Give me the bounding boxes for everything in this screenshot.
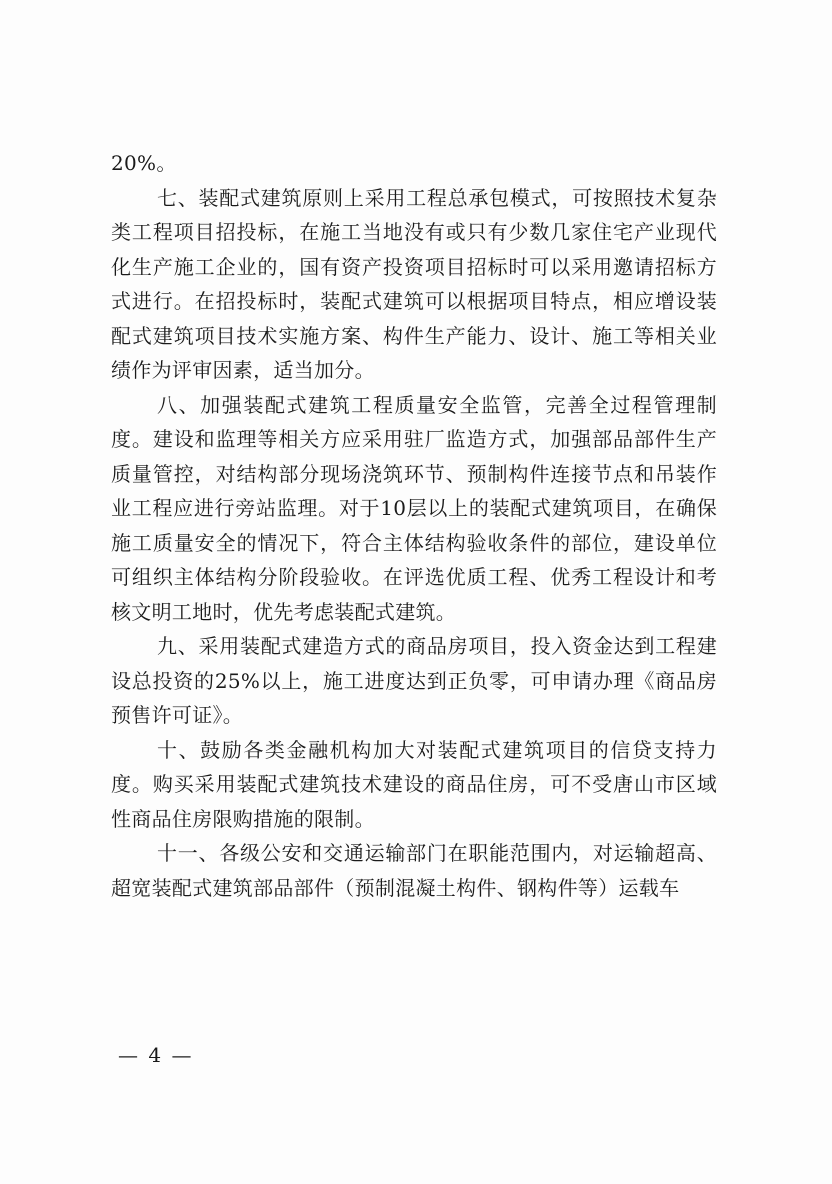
paragraph-item-8: 八、加强装配式建筑工程质量安全监管，完善全过程管理制度。建设和监理等相关方应采用驻厂监造方式，加强部品部件生产质量管控，对结构部分现场浇筑环节、预制构件连接节点和吊装作业工程应进行旁站监理。对于10层以上的装配式建筑项目，在确保施工质量安全的情况下，符合主体结构验收条件的部位，建设单位可组织主体结构分阶段验收。在评选优质工程、优秀工程设计和考核文明工地时，优先考虑装配式建筑。	[111, 392, 717, 624]
page-number: — 4 —	[118, 1043, 194, 1067]
paragraph-item-7: 七、装配式建筑原则上采用工程总承包模式，可按照技术复杂类工程项目招投标，在施工当地没有或只有少数几家住宅产业现代化生产施工企业的，国有资产投资项目招标时可以采用邀请招标方式进行。在招投标时，装配式建筑可以根据项目特点，相应增设装配式建筑项目技术实施方案、构件生产能力、设计、施工等相关业绩作为评审因素，适当加分。	[111, 185, 717, 382]
paragraph-item-9: 九、采用装配式建造方式的商品房项目，投入资金达到工程建设总投资的25%以上，施工进度达到正负零，可申请办理《商品房预售许可证》。	[111, 634, 717, 727]
paragraph-item-11: 十一、各级公安和交通运输部门在职能范围内，对运输超高、超宽装配式建筑部品部件（预制混凝土构件、钢构件等）运载车	[111, 841, 717, 900]
paragraph-continuation: 20%。	[111, 151, 177, 175]
paragraph-item-10: 十、鼓励各类金融机构加大对装配式建筑项目的信贷支持力度。购买采用装配式建筑技术建设的商品住房，可不受唐山市区域性商品住房限购措施的限制。	[111, 737, 717, 831]
document-body	[111, 146, 717, 905]
